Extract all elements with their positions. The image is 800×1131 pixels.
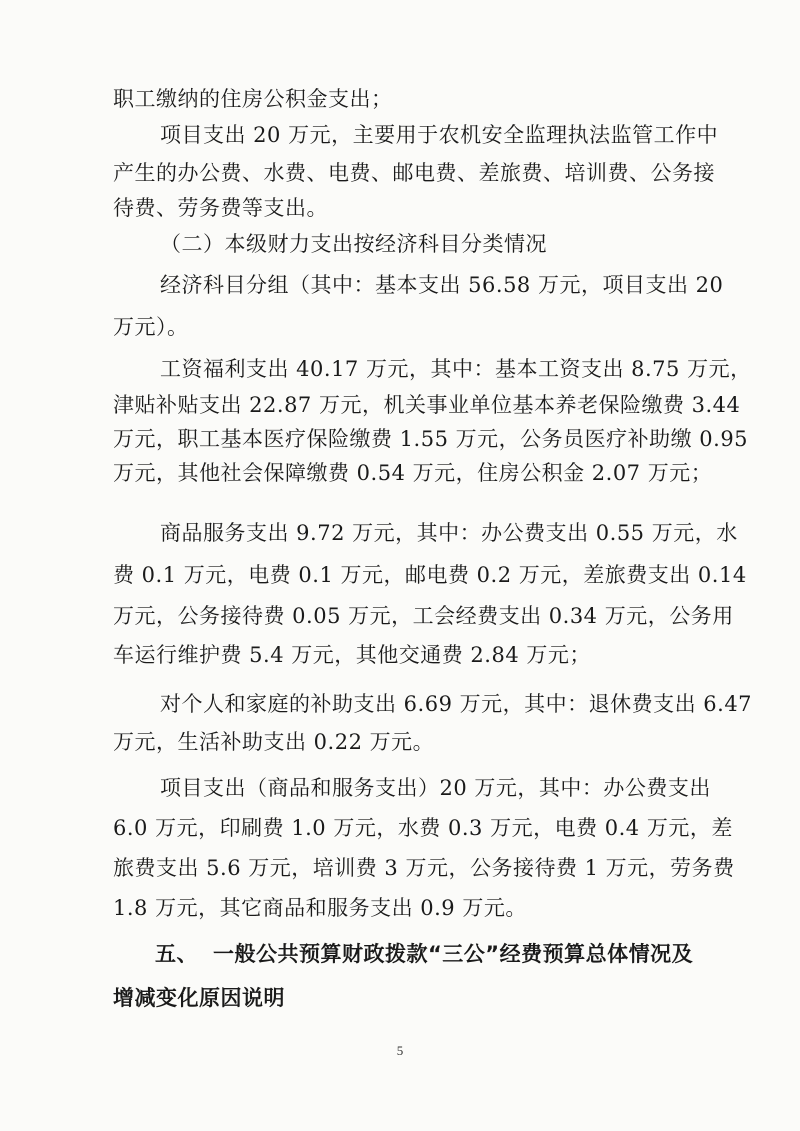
paragraph-line: 津贴补贴支出 22.87 万元，机关事业单位基本养老保险缴费 3.44 (113, 393, 741, 417)
paragraph-line: 6.0 万元，印刷费 1.0 万元，水费 0.3 万元，电费 0.4 万元，差 (113, 816, 733, 840)
section-number: 五、 (155, 942, 198, 966)
paragraph-line: 旅费支出 5.6 万元，培训费 3 万元，公务接待费 1 万元，劳务费 (113, 856, 735, 880)
subheading: （二）本级财力支出按经济科目分类情况 (160, 232, 547, 256)
paragraph-line: 职工缴纳的住房公积金支出； (113, 87, 393, 111)
paragraph-line: 万元，公务接待费 0.05 万元，工会经费支出 0.34 万元，公务用 (113, 604, 734, 628)
paragraph-line: 万元，生活补助支出 0.22 万元。 (113, 730, 435, 754)
paragraph-line: 对个人和家庭的补助支出 6.69 万元，其中：退休费支出 6.47 (160, 692, 753, 716)
paragraph-line: 待费、劳务费等支出。 (113, 196, 328, 220)
paragraph-line: 项目支出 20 万元，主要用于农机安全监理执法监管工作中 (160, 123, 719, 147)
paragraph-line: 万元，其他社会保障缴费 0.54 万元，住房公积金 2.07 万元； (113, 461, 713, 485)
page-number: 5 (396, 1043, 404, 1058)
paragraph-line: 1.8 万元，其它商品和服务支出 0.9 万元。 (113, 896, 527, 920)
paragraph-line: 商品服务支出 9.72 万元，其中：办公费支出 0.55 万元，水 (160, 521, 738, 545)
paragraph-line: 产生的办公费、水费、电费、邮电费、差旅费、培训费、公务接 (113, 161, 715, 185)
paragraph-line: 经济科目分组（其中：基本支出 56.58 万元，项目支出 20 (160, 273, 724, 297)
paragraph-line: 工资福利支出 40.17 万元，其中：基本工资支出 8.75 万元， (160, 357, 752, 381)
section-title-line2: 增减变化原因说明 (113, 986, 285, 1010)
paragraph-line: 车运行维护费 5.4 万元，其他交通费 2.84 万元； (113, 643, 591, 667)
paragraph-line: 项目支出（商品和服务支出）20 万元，其中：办公费支出 (160, 776, 711, 800)
paragraph-line: 费 0.1 万元，电费 0.1 万元，邮电费 0.2 万元，差旅费支出 0.14 (113, 563, 747, 587)
paragraph-line: 万元，职工基本医疗保险缴费 1.55 万元，公务员医疗补助缴 0.95 (113, 427, 749, 451)
paragraph-line: 万元）。 (113, 315, 189, 339)
section-title-line1: 一般公共预算财政拨款“三公”经费预算总体情况及 (213, 942, 694, 966)
